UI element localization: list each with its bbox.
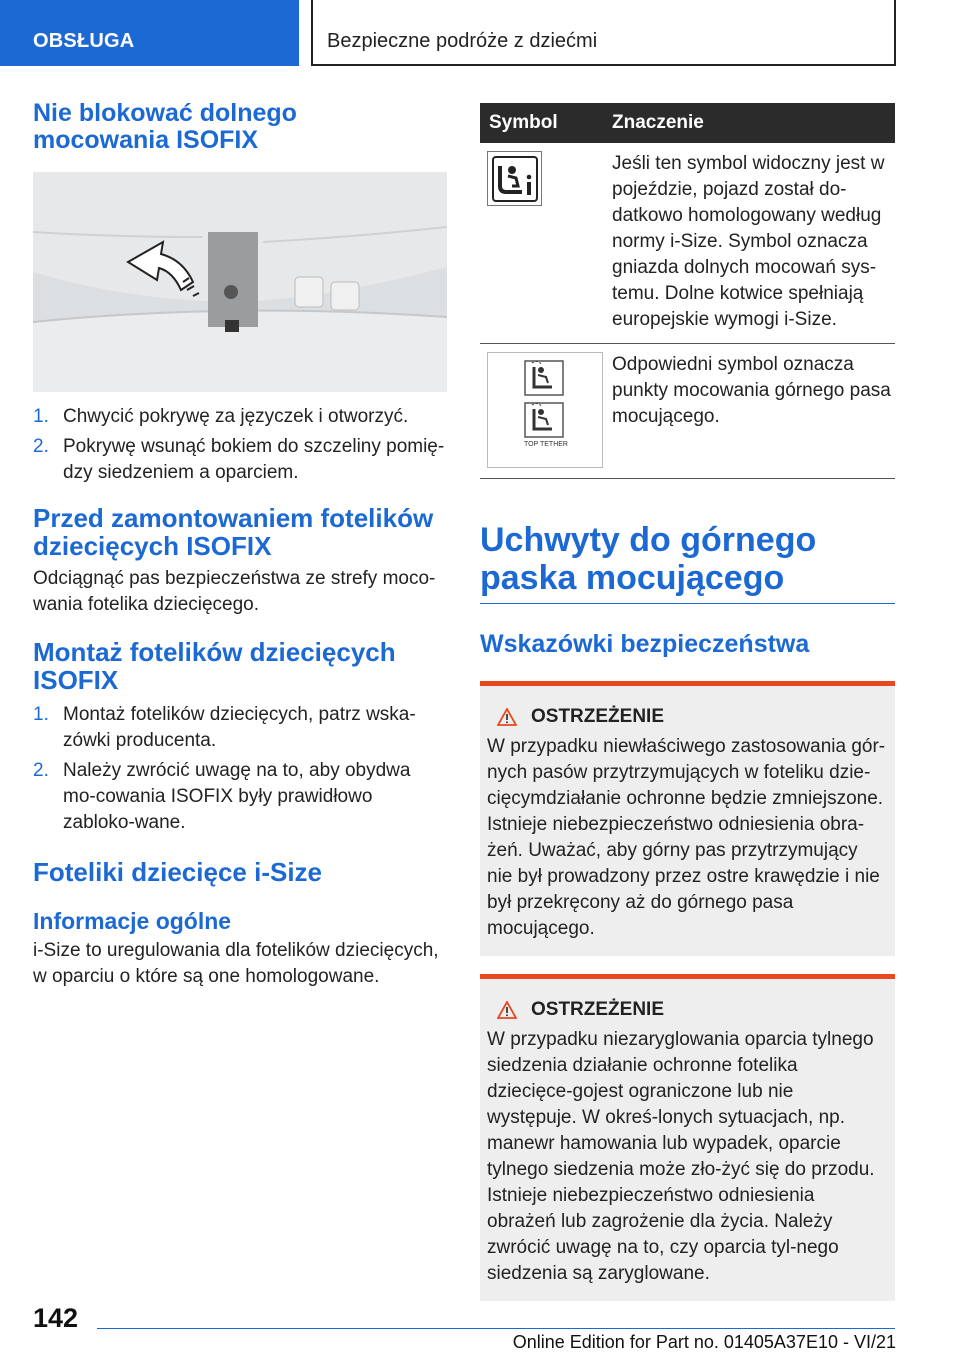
right-column (480, 103, 895, 1301)
page-number: 142 (33, 1303, 79, 1333)
warning-triangle-icon (497, 708, 517, 726)
heading-rule (480, 603, 895, 604)
warning-text: W przypadku niewłaściwego zastosowania gór-nych pasów przytrzymujących w foteliku dzie-cięcymdziałanie ochronne będzie zmniejszone. Istnieje niebezpieczeństwo odniesienia obra-żeń. Uważać, aby górny pas przytrzymujący nie był prowadzony przez ostre krawędzie i nie był przekręcony aż do górnego pasa mocującego. (487, 736, 886, 939)
chapter-title: Bezpieczne podróże z dziećmi (311, 0, 896, 66)
heading-top-tether: Uchwyty do górnego paska mocującego (480, 521, 817, 597)
warning-triangle-icon (497, 1001, 517, 1019)
heading-isofix-block: Nie blokować dolnego mocowania ISOFIX (33, 99, 297, 154)
steps-list-1 (33, 404, 447, 486)
heading-isize: Foteliki dziecięce i-Size (33, 857, 322, 887)
step-text: Montaż fotelików dziecięcych, patrz wska-zówki producenta. (63, 704, 416, 751)
section-tab: OBSŁUGA (0, 0, 299, 66)
heading-before-mount: Przed zamontowaniem fotelików dziecięcych ISOFIX (33, 503, 434, 561)
list-item (33, 434, 447, 486)
step-text: Pokrywę wsunąć bokiem do szczeliny pomię-dzy siedzeniem a oparciem. (63, 436, 445, 483)
warning-text: W przypadku niezaryglowania oparcia tylnego siedzenia działanie ochronne fotelika dziecięce-gojest ograniczone lub nie występuje. W okreś-lonych sytuacjach, np. manewr hamowania lub wypadek, oparcie tylnego siedzenia może zło-żyć się do przodu. Istnieje niebezpieczeństwo odniesienia obrażeń lub zagrożenie dla życia. Należy zwrócić uwagę na to, czy oparcia tyl-nego siedzenia są zaryglowane. (487, 1029, 875, 1284)
step-number: 2. (33, 436, 49, 457)
step-number: 2. (33, 760, 49, 781)
step-number: 1. (33, 406, 49, 427)
footer-rule (97, 1328, 895, 1329)
warning-title: OSTRZEŻENIE (531, 706, 665, 727)
symbol-table (480, 103, 895, 479)
step-text: Należy zwrócić uwagę na to, aby obydwa mo-cowania ISOFIX były prawidłowo zabloko-wane. (63, 760, 411, 833)
isize-seat-icon (487, 151, 542, 206)
warning-box (480, 974, 895, 1301)
top-tether-icon (487, 352, 603, 468)
left-column (33, 100, 447, 990)
table-header-symbol: Symbol (480, 103, 603, 143)
table-row (480, 344, 895, 479)
meaning-text: Odpowiedni symbol oznacza punkty mocowania górnego pasa mocującego. (603, 344, 895, 479)
steps-list-2 (33, 702, 447, 836)
step-text: Chwycić pokrywę za języczek i otworzyć. (63, 406, 409, 427)
top-tether-label: TOP TETHER (524, 441, 568, 448)
table-row (480, 143, 895, 344)
general-info-text: i-Size to uregulowania dla fotelików dziecięcych, w oparciu o które są one homologowane. (33, 940, 439, 987)
list-item (33, 404, 447, 430)
edition-text: Online Edition for Part no. 01405A37E10 - VI/21 (512, 1332, 896, 1352)
warning-box (480, 681, 895, 956)
list-item (33, 702, 447, 754)
heading-general-info: Informacje ogólne (33, 908, 232, 934)
heading-safety: Wskazówki bezpieczeństwa (480, 630, 810, 658)
before-mount-text: Odciągnąć pas bezpieczeństwa ze strefy moco-wania fotelika dziecięcego. (33, 568, 436, 615)
heading-mount: Montaż fotelików dziecięcych ISOFIX (33, 637, 396, 695)
isofix-cover-photo (33, 172, 447, 392)
step-number: 1. (33, 704, 49, 725)
seat-illustration (33, 172, 447, 392)
table-header-meaning: Znaczenie (603, 103, 895, 143)
list-item (33, 758, 447, 836)
warning-title: OSTRZEŻENIE (531, 999, 665, 1020)
meaning-text: Jeśli ten symbol widoczny jest w pojeździe, pojazd został do-datkowo homologowany według normy i-Size. Symbol oznacza gniazda dolnych mocowań sys-temu. Dolne kotwice spełniają europejskie wymogi i-Size. (603, 143, 895, 344)
